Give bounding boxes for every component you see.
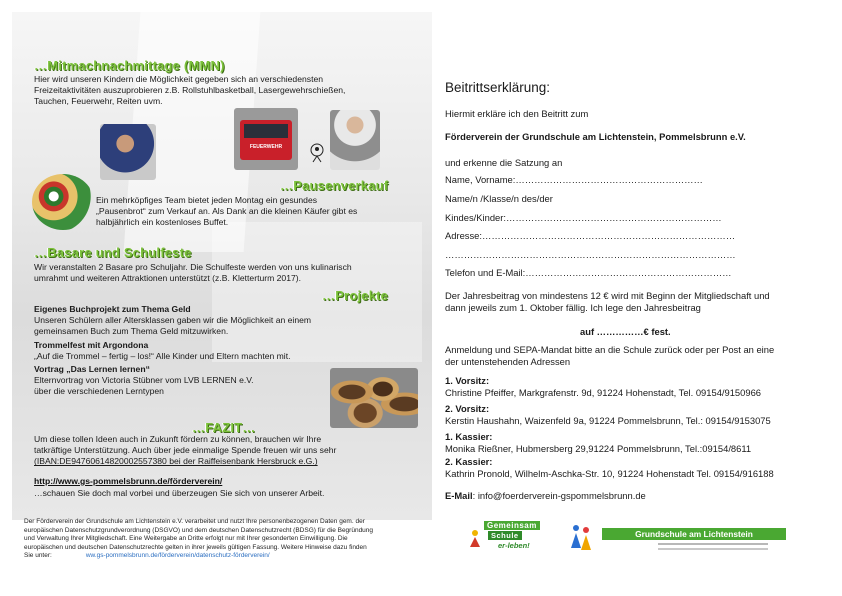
photo-fire-truck: [234, 108, 298, 170]
email-line: [445, 490, 646, 502]
photo-presenter: [330, 110, 380, 170]
project-title: Vortrag „Das Lernen lernen“: [34, 364, 150, 375]
logo-school-name: Grundschule am Lichtenstein: [602, 528, 786, 540]
logo-children-icon: [570, 522, 592, 552]
rider-icon: [310, 142, 324, 164]
website-link[interactable]: http://www.gs-pommelsbrunn.de/förderverein/: [34, 476, 223, 486]
heading-fazit: …FAZIT…: [192, 420, 256, 435]
projekte-text: [34, 304, 311, 398]
phone-email-field[interactable]: Telefon und E-Mail:…………………………………………………………: [445, 267, 732, 278]
privacy-link[interactable]: ww.gs-pommelsbrunn.de/förderverein/datenschutz-förderverein/: [85, 552, 270, 560]
website-subtext: …schauen Sie doch mal vorbei und überzeugen Sie sich von unserer Arbeit.: [34, 488, 325, 498]
text-line: Hier wird unseren Kindern die Möglichkeit gegeben sich an verschiedensten: [34, 74, 324, 84]
text-line: Elternvortrag von Victoria Stübner vom LVB LERNEN e.V.: [34, 375, 254, 386]
fire-truck-label: FEUERWEHR: [249, 144, 283, 150]
vorsitz1-contact: Christine Pfeiffer, Markgrafenstr. 9d, 91224 Hohenstadt, Tel. 09154/9150966: [445, 387, 762, 398]
address-field-2[interactable]: …………………………………………………………………………………: [445, 249, 736, 260]
text-line: Unseren Schülern aller Altersklassen gaben wir die Möglichkeit an einem: [34, 315, 312, 326]
text-line: Freizeitaktivitäten auszuprobieren z.B. Rollstuhlbasketball, Lasergewehrschießen,: [34, 85, 346, 96]
fee-amount-field[interactable]: auf ……………€ fest.: [580, 326, 671, 337]
text-line: Ein mehrköpfiges Team bietet jeden Montag ein gesundes: [96, 195, 318, 205]
project-title: Eigenes Buchprojekt zum Thema Geld: [34, 304, 191, 314]
kassier1-label: 1. Kassier:: [445, 431, 493, 442]
fee-text-1: Der Jahresbeitrag von mindestens 12 € wird mit Beginn der Mitgliedschaft und: [445, 290, 770, 301]
iban-text: (IBAN:DE94760614820002557380 bei der Raiffeisenbank Hersbruck e.G.): [34, 456, 318, 467]
text-line: „Auf die Trommel – fertig – los!“ Alle Kinder und Eltern machten mit.: [34, 350, 291, 361]
vorsitz2-label: 2. Vorsitz:: [445, 403, 490, 414]
project-title: Trommelfest mit Argondona: [34, 339, 149, 350]
footer-line: Der Förderverein der Grundschule am Lichtenstein e.V. verarbeitet und nutzt Ihre personenbezogenen Daten gem. der: [24, 518, 365, 525]
email-address[interactable]: : info@foerderverein-gspommelsbrunn.de: [472, 490, 646, 501]
children-label: Name/n /Klasse/n des/der: [445, 193, 553, 204]
text-line: „Pausenbrot“ zum Verkauf an. Als Dank an die kleinen Käufer gibt es: [96, 206, 358, 217]
form-organization: Förderverein der Grundschule am Lichtenstein, Pommelsbrunn e.V.: [445, 131, 746, 142]
text-line: Um diese tollen Ideen auch in Zukunft fördern zu können, brauchen wir Ihre: [34, 434, 322, 444]
sepa-text-1: Anmeldung und SEPA-Mandat bitte an die Schule zurück oder per Post an eine: [445, 344, 775, 355]
heading-basare: …Basare und Schulfeste: [34, 245, 192, 260]
footer-line: europäischen Datenschutzgrundverordnung (DSGVO) und dem deutschen Datenschutzrecht (BDSG) für die Begründung: [24, 526, 374, 534]
heading-pausenverkauf: …Pausenverkauf: [280, 178, 389, 193]
fee-text-2: dann jeweils zum 1. Oktober fällig. Ich lege den Jahresbeitrag: [445, 302, 701, 313]
text-line: gemeinsamen Buch zum Thema Geld mitzuwirken.: [34, 326, 229, 337]
kassier2-label: 2. Kassier:: [445, 456, 493, 467]
sepa-text-2: der untenstehenden Adressen: [445, 356, 571, 367]
address-field[interactable]: Adresse:………………………………………………………………………: [445, 230, 736, 241]
basare-text: [34, 262, 352, 284]
logo-word-3: er-leben!: [498, 541, 530, 550]
form-intro: Hiermit erkläre ich den Beitritt zum: [445, 108, 589, 119]
text-line: Wir veranstalten 2 Basare pro Schuljahr. Die Schulfeste werden von uns kulinarisch: [34, 262, 352, 272]
text-line: über die verschiedenen Lerntypen: [34, 386, 164, 397]
form-title: Beitrittserklärung:: [445, 80, 551, 95]
vorsitz1-label: 1. Vorsitz:: [445, 375, 490, 386]
name-field[interactable]: Name, Vorname:……………………………………………………: [445, 174, 703, 185]
fire-truck-body: [240, 120, 292, 160]
membership-form: [438, 0, 842, 596]
logo-detail-line: [658, 548, 768, 550]
logo-detail-line: [658, 543, 768, 545]
privacy-footer: [24, 518, 373, 561]
text-line: halbjährlich ein kostenloses Buffet.: [96, 217, 229, 228]
kassier2-contact: Kathrin Pronold, Wilhelm-Aschka-Str. 10, 91224 Hohenstadt Tel. 09154/916188: [445, 468, 774, 479]
photo-healthy-snacks: [32, 174, 94, 230]
kassier1-contact: Monika Rießner, Hubmersberg 29,91224 Pommelsbrunn, Tel.:09154/8611: [445, 443, 752, 454]
vorsitz2-contact: Kerstin Haushahn, Waizenfeld 9a, 91224 Pommelsbrunn, Tel.: 09154/9153075: [445, 415, 771, 426]
photo-drums: [330, 368, 418, 428]
school-logo: [422, 518, 826, 558]
text-line: tatkräftige Unterstützung. Auch über jede einmalige Spende freuen wir uns sehr: [34, 445, 337, 456]
photo-person-sports: [100, 124, 156, 180]
email-label: E-Mail: [445, 490, 473, 501]
footer-line: Sie unter:: [24, 552, 52, 560]
children-field[interactable]: Kindes/Kinder:……………………………………………………………: [445, 212, 722, 223]
heading-projekte: …Projekte: [322, 288, 389, 303]
logo-word-1: Gemeinsam: [484, 521, 540, 530]
logo-word-2: Schule: [488, 531, 522, 540]
footer-line: europäischen und deutschen Datenschutzrechte gelten in ihrer jeweils gültigen Fassung. Weitere Hinweise dazu finden: [24, 543, 367, 551]
pause-text: [96, 195, 357, 229]
left-info-panel: [12, 12, 432, 520]
footer-line: und Verwaltung Ihrer Mitgliedschaft. Eine Weitergabe an Dritte erfolgt nur mit Ihrer gesonderten Einwilligung. Die: [24, 535, 348, 543]
mmn-text: [34, 74, 345, 108]
fire-truck-window: [244, 124, 288, 138]
text-line: umrahmt und weiteren Attraktionen unterstützt (z.B. Kletterturm 2017).: [34, 273, 302, 284]
form-satzung: und erkenne die Satzung an: [445, 157, 563, 168]
logo-slogan: [468, 521, 564, 555]
logo-figure-icon: [468, 529, 482, 549]
heading-mitmachnachmittage: …Mitmachnachmittage (MMN): [34, 58, 225, 73]
fazit-text: [34, 434, 336, 468]
text-line: Tauchen, Feuerwehr, Reiten uvm.: [34, 96, 163, 107]
